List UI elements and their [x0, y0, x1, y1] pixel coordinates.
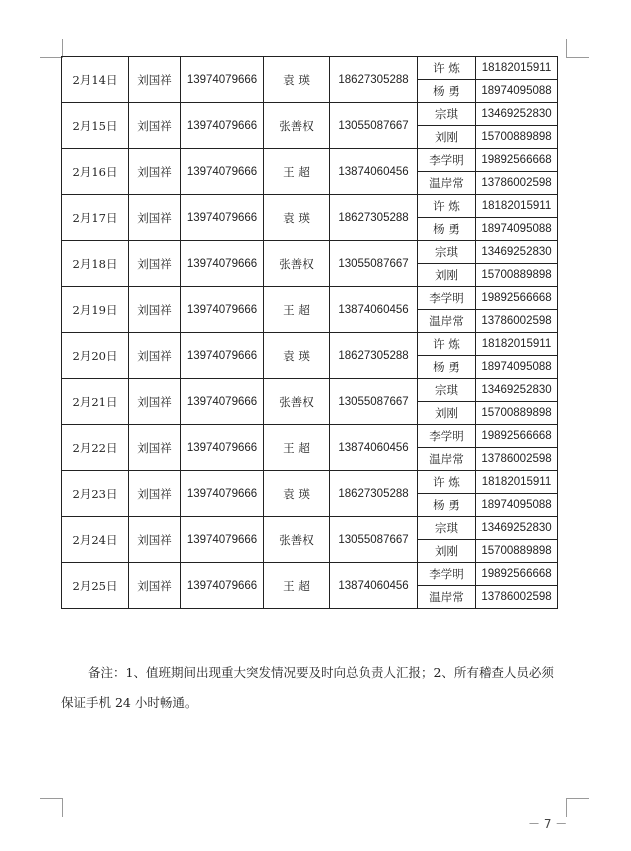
staff-name-cell: 温岸常 [418, 586, 476, 609]
date-cell: 2月21日 [62, 379, 129, 425]
staff-name-cell: 杨 勇 [418, 80, 476, 103]
date-cell: 2月17日 [62, 195, 129, 241]
staff-name-cell: 李学明 [418, 287, 476, 310]
staff-name-cell: 许 炼 [418, 471, 476, 494]
staff-phone-cell: 19892566668 [476, 287, 558, 310]
staff-phone-cell: 18182015911 [476, 471, 558, 494]
officer-cell: 袁 瑛 [264, 471, 330, 517]
staff-name-cell: 刘刚 [418, 540, 476, 563]
officer-cell: 王 超 [264, 425, 330, 471]
staff-phone-cell: 19892566668 [476, 425, 558, 448]
officer-cell: 张善权 [264, 379, 330, 425]
staff-name-cell: 温岸常 [418, 172, 476, 195]
table-row [62, 287, 558, 310]
staff-name-cell: 李学明 [418, 149, 476, 172]
leader-cell: 刘国祥 [129, 517, 181, 563]
table-row [62, 149, 558, 172]
note-line-2: 保证手机 24 小时畅通。 [61, 695, 198, 710]
date-cell: 2月18日 [62, 241, 129, 287]
table-row [62, 195, 558, 218]
staff-name-cell: 刘刚 [418, 264, 476, 287]
leader-phone-cell: 13974079666 [181, 425, 264, 471]
table-row [62, 517, 558, 540]
staff-phone-cell: 15700889898 [476, 540, 558, 563]
table-row [62, 241, 558, 264]
officer-cell: 袁 瑛 [264, 195, 330, 241]
duty-roster-table [61, 56, 558, 609]
crop-mark-top-left [40, 39, 63, 58]
leader-cell: 刘国祥 [129, 195, 181, 241]
officer-phone-cell: 13055087667 [330, 103, 418, 149]
leader-cell: 刘国祥 [129, 287, 181, 333]
leader-phone-cell: 13974079666 [181, 57, 264, 103]
date-cell: 2月24日 [62, 517, 129, 563]
officer-cell: 张善权 [264, 517, 330, 563]
date-cell: 2月22日 [62, 425, 129, 471]
staff-name-cell: 李学明 [418, 563, 476, 586]
table-row [62, 563, 558, 586]
leader-cell: 刘国祥 [129, 563, 181, 609]
staff-phone-cell: 19892566668 [476, 149, 558, 172]
leader-phone-cell: 13974079666 [181, 471, 264, 517]
staff-phone-cell: 13469252830 [476, 517, 558, 540]
officer-phone-cell: 18627305288 [330, 333, 418, 379]
staff-phone-cell: 19892566668 [476, 563, 558, 586]
staff-phone-cell: 18182015911 [476, 333, 558, 356]
table-row [62, 379, 558, 402]
staff-phone-cell: 13786002598 [476, 448, 558, 471]
officer-phone-cell: 13874060456 [330, 425, 418, 471]
staff-name-cell: 温岸常 [418, 448, 476, 471]
leader-cell: 刘国祥 [129, 333, 181, 379]
officer-cell: 袁 瑛 [264, 57, 330, 103]
leader-cell: 刘国祥 [129, 471, 181, 517]
staff-name-cell: 许 炼 [418, 57, 476, 80]
staff-name-cell: 宗琪 [418, 241, 476, 264]
staff-phone-cell: 13786002598 [476, 310, 558, 333]
staff-phone-cell: 18974095088 [476, 494, 558, 517]
officer-phone-cell: 13055087667 [330, 517, 418, 563]
staff-name-cell: 杨 勇 [418, 494, 476, 517]
officer-phone-cell: 18627305288 [330, 57, 418, 103]
staff-name-cell: 杨 勇 [418, 218, 476, 241]
leader-phone-cell: 13974079666 [181, 287, 264, 333]
staff-phone-cell: 18974095088 [476, 218, 558, 241]
staff-phone-cell: 13786002598 [476, 172, 558, 195]
crop-mark-bottom-left [40, 798, 63, 817]
leader-phone-cell: 13974079666 [181, 103, 264, 149]
leader-cell: 刘国祥 [129, 57, 181, 103]
officer-phone-cell: 13055087667 [330, 241, 418, 287]
staff-phone-cell: 18182015911 [476, 195, 558, 218]
staff-name-cell: 宗琪 [418, 103, 476, 126]
staff-phone-cell: 18974095088 [476, 356, 558, 379]
staff-phone-cell: 15700889898 [476, 264, 558, 287]
staff-name-cell: 刘刚 [418, 126, 476, 149]
staff-name-cell: 宗琪 [418, 379, 476, 402]
officer-phone-cell: 18627305288 [330, 471, 418, 517]
staff-name-cell: 许 炼 [418, 333, 476, 356]
table-row [62, 103, 558, 126]
leader-phone-cell: 13974079666 [181, 379, 264, 425]
officer-phone-cell: 13055087667 [330, 379, 418, 425]
leader-cell: 刘国祥 [129, 241, 181, 287]
staff-phone-cell: 13786002598 [476, 586, 558, 609]
leader-cell: 刘国祥 [129, 425, 181, 471]
date-cell: 2月16日 [62, 149, 129, 195]
date-cell: 2月25日 [62, 563, 129, 609]
date-cell: 2月20日 [62, 333, 129, 379]
staff-name-cell: 许 炼 [418, 195, 476, 218]
date-cell: 2月19日 [62, 287, 129, 333]
staff-phone-cell: 13469252830 [476, 103, 558, 126]
officer-cell: 王 超 [264, 149, 330, 195]
crop-mark-bottom-right [566, 798, 589, 817]
staff-name-cell: 杨 勇 [418, 356, 476, 379]
table-row [62, 471, 558, 494]
leader-phone-cell: 13974079666 [181, 333, 264, 379]
officer-cell: 王 超 [264, 287, 330, 333]
date-cell: 2月15日 [62, 103, 129, 149]
leader-phone-cell: 13974079666 [181, 149, 264, 195]
leader-cell: 刘国祥 [129, 149, 181, 195]
officer-cell: 张善权 [264, 103, 330, 149]
table-row [62, 333, 558, 356]
officer-cell: 袁 瑛 [264, 333, 330, 379]
officer-cell: 张善权 [264, 241, 330, 287]
staff-name-cell: 宗琪 [418, 517, 476, 540]
leader-phone-cell: 13974079666 [181, 241, 264, 287]
officer-cell: 王 超 [264, 563, 330, 609]
staff-phone-cell: 18974095088 [476, 80, 558, 103]
leader-phone-cell: 13974079666 [181, 563, 264, 609]
staff-name-cell: 李学明 [418, 425, 476, 448]
leader-cell: 刘国祥 [129, 103, 181, 149]
date-cell: 2月14日 [62, 57, 129, 103]
officer-phone-cell: 13874060456 [330, 149, 418, 195]
leader-phone-cell: 13974079666 [181, 195, 264, 241]
staff-name-cell: 刘刚 [418, 402, 476, 425]
note-line-1: 备注：1、值班期间出现重大突发情况要及时向总负责人汇报；2、所有稽查人员必须 [88, 665, 554, 680]
staff-phone-cell: 13469252830 [476, 241, 558, 264]
staff-name-cell: 温岸常 [418, 310, 476, 333]
staff-phone-cell: 18182015911 [476, 57, 558, 80]
leader-cell: 刘国祥 [129, 379, 181, 425]
staff-phone-cell: 13469252830 [476, 379, 558, 402]
officer-phone-cell: 18627305288 [330, 195, 418, 241]
page-number: － 7 － [528, 817, 568, 831]
crop-mark-top-right [566, 39, 589, 58]
officer-phone-cell: 13874060456 [330, 287, 418, 333]
staff-phone-cell: 15700889898 [476, 126, 558, 149]
leader-phone-cell: 13974079666 [181, 517, 264, 563]
date-cell: 2月23日 [62, 471, 129, 517]
officer-phone-cell: 13874060456 [330, 563, 418, 609]
staff-phone-cell: 15700889898 [476, 402, 558, 425]
table-row [62, 57, 558, 80]
table-row [62, 425, 558, 448]
